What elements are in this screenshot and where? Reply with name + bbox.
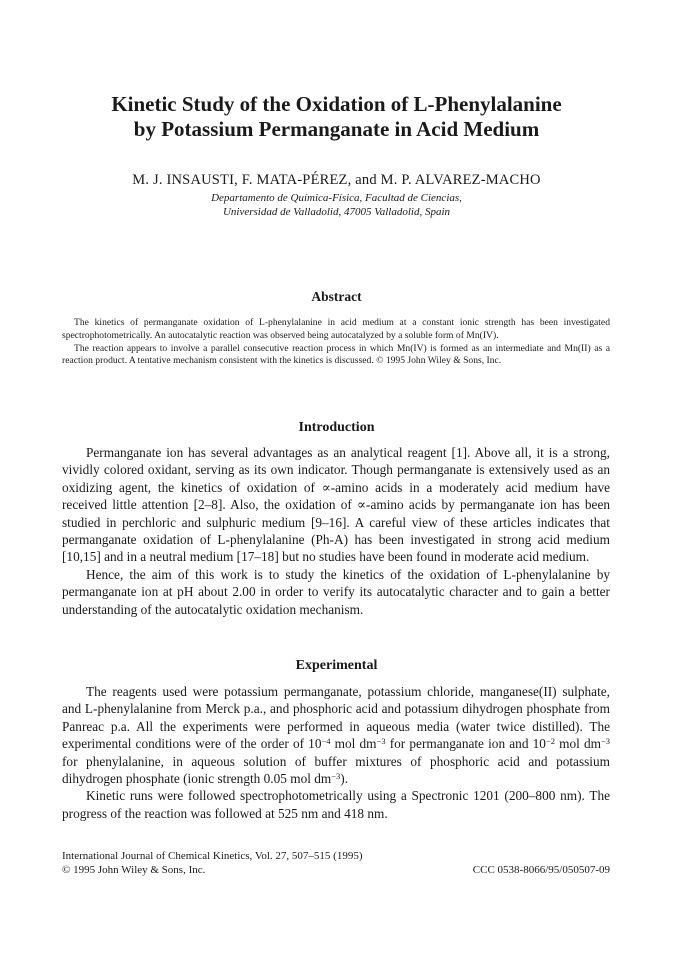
abstract-paragraph-1: The kinetics of permanganate oxidation of L-phenylalanine in acid medium at a constant ionic strength has been investigated spectrophotometrically. An autocatalytic reaction was observed being autocatalyzed by a soluble form of Mn(IV). bbox=[62, 317, 610, 341]
affiliation bbox=[40, 191, 633, 219]
abstract-heading: Abstract bbox=[311, 289, 362, 304]
exponent-5: −3 bbox=[331, 771, 341, 782]
title-line-2: by Potassium Permanganate in Acid Medium bbox=[133, 117, 540, 141]
introduction-paragraph-1: Permanganate ion has several advantages as an analytical reagent [1]. Above all, it is a strong, vividly colored oxidant, serving as its own indicator. Though permanganate is extensively used as an oxidizing agent, the kinetics of oxidation of ∝-amino acids in a moderately acid medium have received little attention [2–8]. Also, the oxidation of ∝-amino acids by permanganate ion has been studied in perchloric and sulphuric medium [9–16]. A careful view of these articles indicates that permanganate oxidation of L-phenylalanine (Ph-A) has been investigated in strong acid medium [10,15] and in a neutral medium [17–18] but no studies have been found in moderate acid medium. bbox=[62, 445, 610, 565]
experimental-paragraph-2: Kinetic runs were followed spectrophotometrically using a Spectronic 1201 (200–800 nm). The progress of the reaction was followed at 525 nm and 418 nm. bbox=[62, 788, 610, 821]
copyright-notice: © 1995 John Wiley & Sons, Inc. bbox=[62, 864, 206, 876]
exp-text-a: The reagents used were potassium permanganate, potassium chloride, manganese(II) sulphate, and L-phenylalanine from Merck p.a., and phosphoric acid and potassium dihydrogen phosphate from Panreac p.a. All the experiments were performed in aqueous media (water twice distilled). The experimental conditions were of the order of 10 bbox=[62, 684, 610, 752]
exponent-4: −3 bbox=[600, 736, 611, 747]
footer-row bbox=[62, 863, 610, 877]
exp-text-f: ). bbox=[340, 771, 349, 787]
exp-text-b: mol dm bbox=[330, 736, 377, 752]
exp-text-c: for permanganate ion and 10 bbox=[385, 736, 546, 752]
paper-title bbox=[40, 92, 633, 142]
title-line-1: Kinetic Study of the Oxidation of L-Phenylalanine bbox=[111, 92, 562, 116]
affiliation-line-2: Universidad de Valladolid, 47005 Valladolid, Spain bbox=[222, 206, 451, 218]
author-list: M. J. INSAUSTI, F. MATA-PÉREZ, and M. P. ALVAREZ-MACHO bbox=[132, 172, 541, 188]
introduction-body bbox=[62, 444, 610, 618]
exponent-3: −2 bbox=[545, 736, 555, 747]
exponent-1: −4 bbox=[321, 736, 331, 747]
experimental-heading: Experimental bbox=[295, 658, 378, 673]
exponent-2: −3 bbox=[376, 736, 386, 747]
journal-citation: International Journal of Chemical Kinetics, Vol. 27, 507–515 (1995) bbox=[62, 850, 363, 862]
experimental-body bbox=[62, 683, 610, 822]
abstract-body bbox=[62, 317, 610, 368]
experimental-paragraph-1 bbox=[62, 683, 610, 787]
abstract-paragraph-2: The reaction appears to involve a parallel consecutive reaction process in which Mn(IV) is formed as an intermediate and Mn(II) as a reaction product. A tentative mechanism consistent with the kinetics is discussed. © 1995 John Wiley & Sons, Inc. bbox=[62, 342, 610, 367]
exp-text-d: mol dm bbox=[554, 736, 601, 752]
exp-text-e: for phenylalanine, in aqueous solution of buffer mixtures of phosphoric acid and potassium dihydrogen phosphate (ionic strength 0.05 mol dm bbox=[62, 753, 610, 787]
affiliation-line-1: Departamento de Química-Física, Facultad de Ciencias, bbox=[211, 192, 462, 204]
introduction-heading: Introduction bbox=[298, 420, 375, 435]
page-footer bbox=[62, 849, 610, 877]
ccc-code: CCC 0538-8066/95/050507-09 bbox=[472, 864, 610, 876]
introduction-paragraph-2: Hence, the aim of this work is to study the kinetics of the oxidation of L-phenylalanine by permanganate ion at pH about 2.00 in order to verify its autocatalytic character and to gain a better understanding of the autocatalytic oxidation mechanism. bbox=[62, 566, 610, 617]
